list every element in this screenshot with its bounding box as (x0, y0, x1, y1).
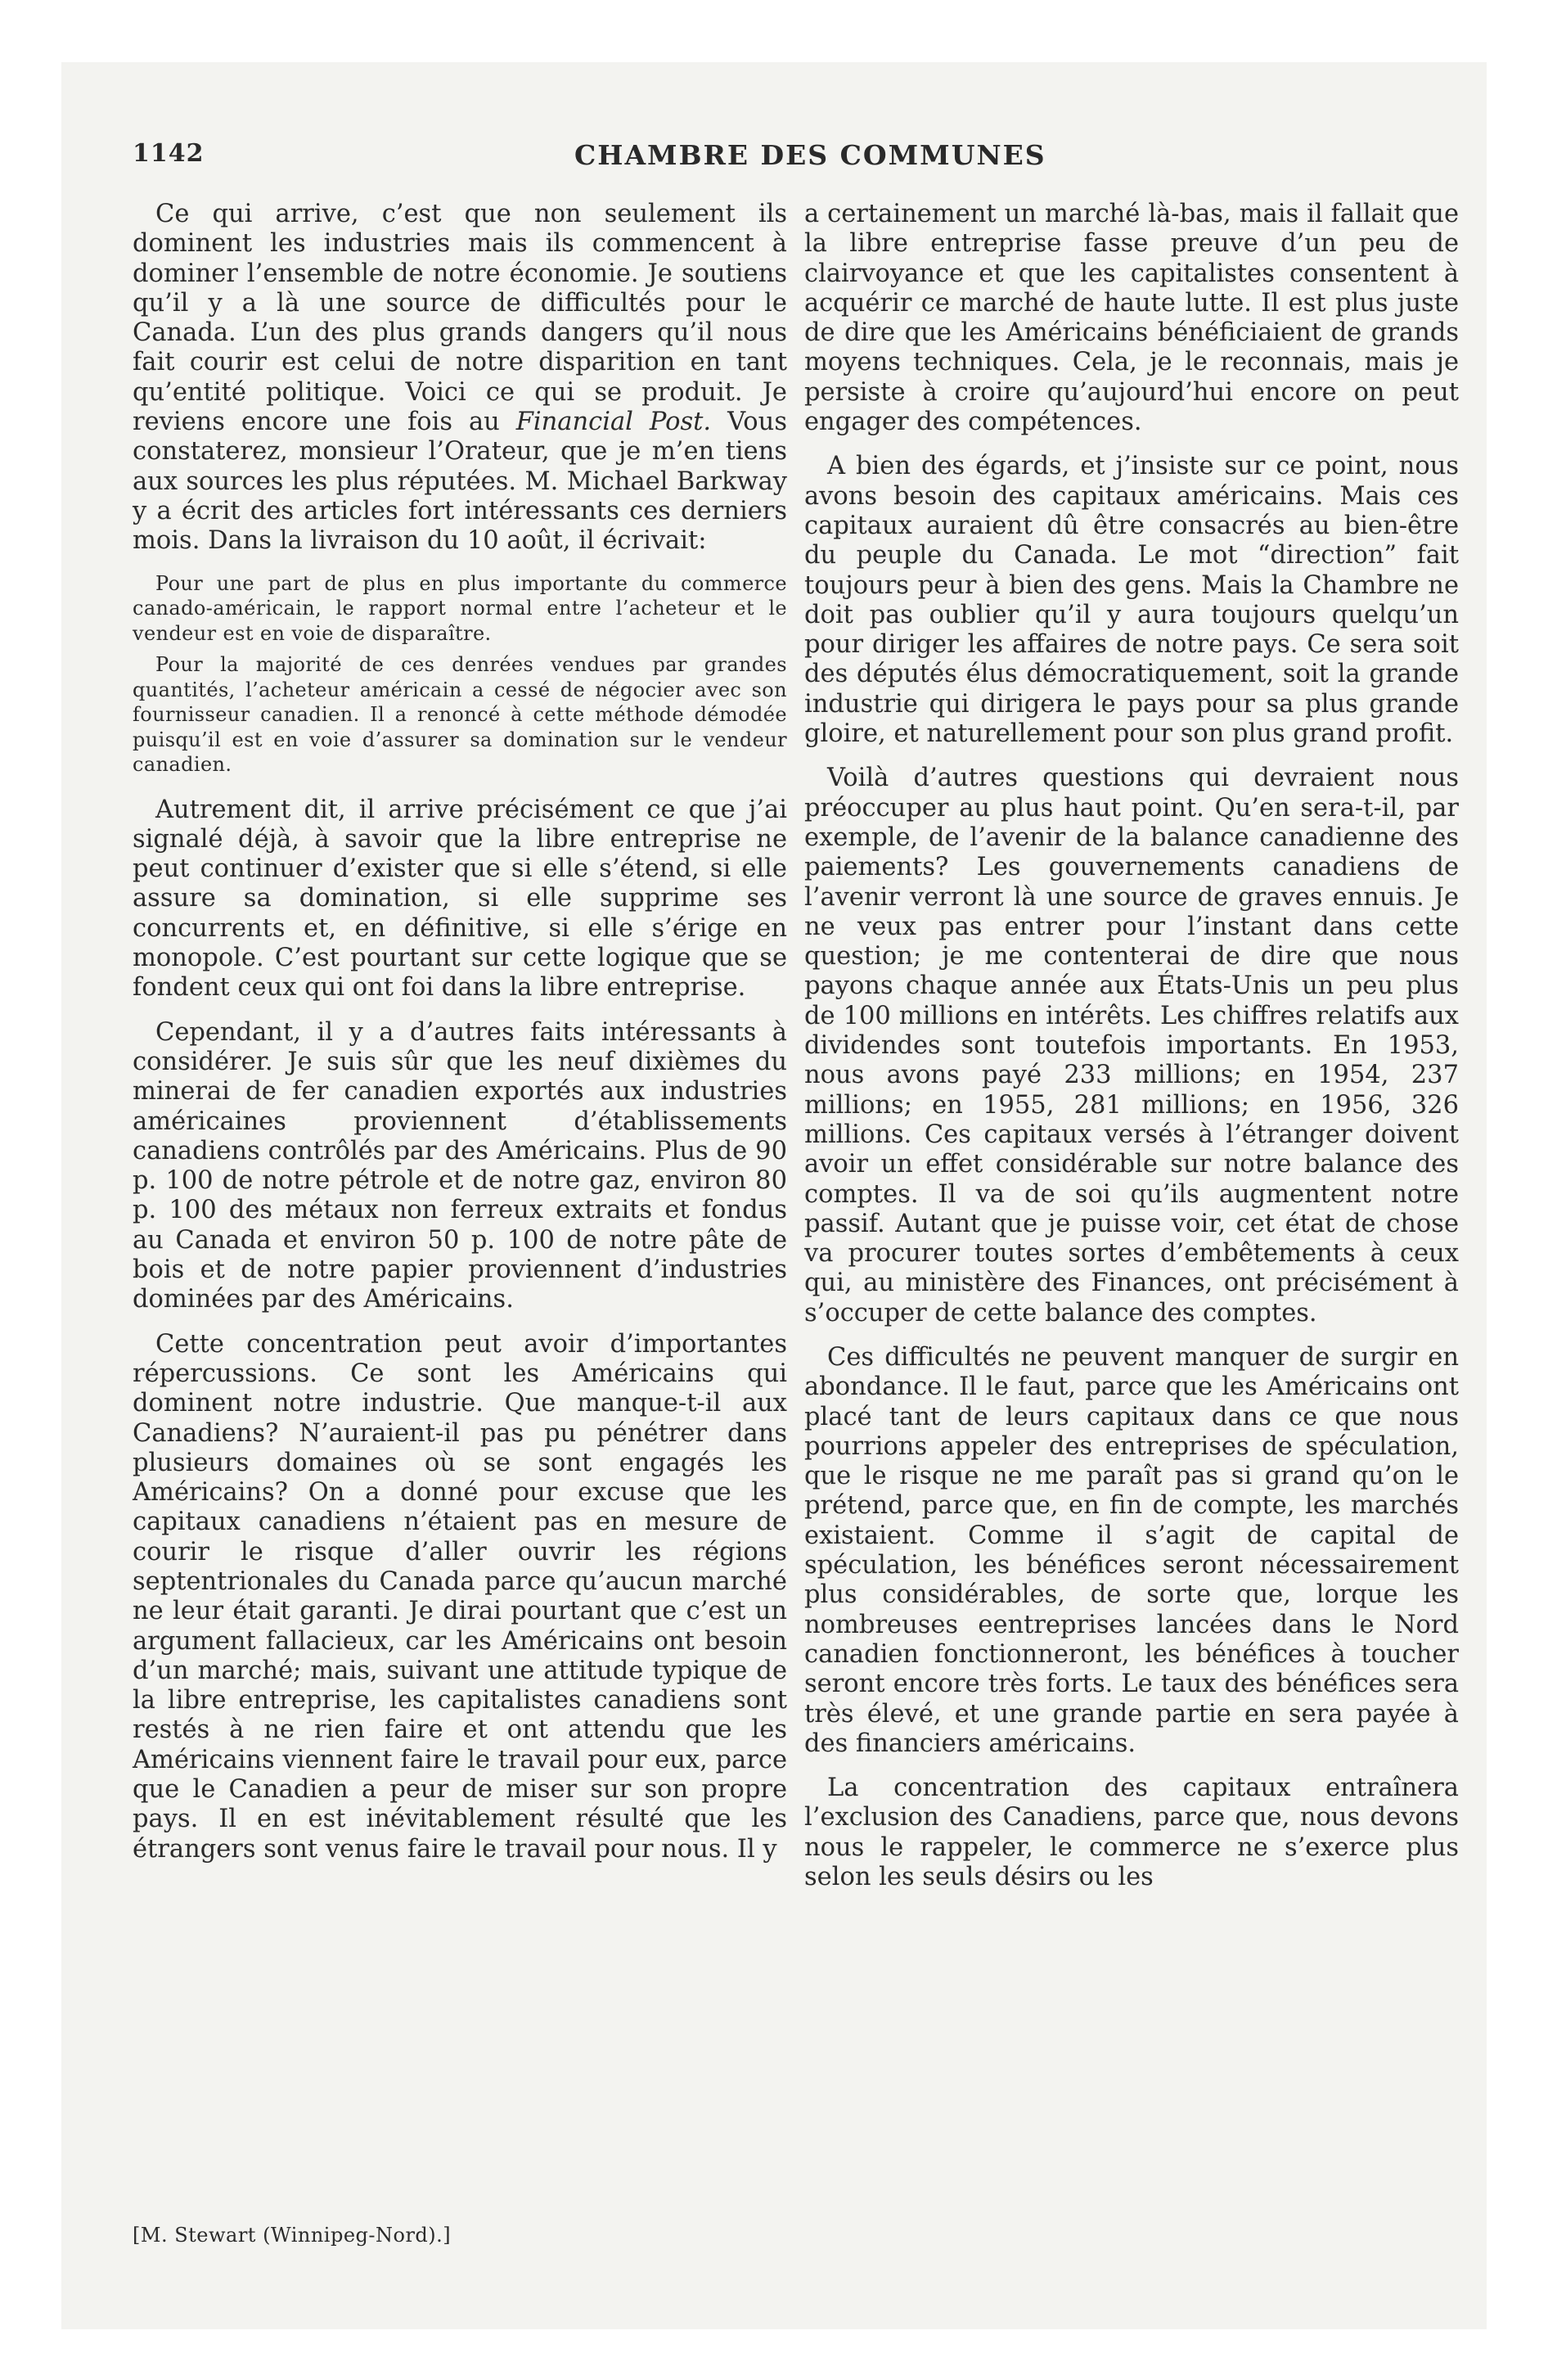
right-column (804, 200, 1459, 1907)
paragraph: Voilà d’autres questions qui devraient nous préoccuper au plus haut point. Qu’en sera-t-il, par exemple, de l’avenir de la balance canadienne des paiements? Les gouvernements canadiens de l’avenir verront là une source de graves ennuis. Je ne veux pas entrer pour l’instant dans cette question; je me contenterai de dire que nous payons chaque année aux États-Unis un peu plus de 100 millions en intérêts. Les chiffres relatifs aux dividendes sont toutefois importants. En 1953, nous avons payé 233 millions; en 1954, 237 millions; en 1955, 281 millions; en 1956, 326 millions. Ces capitaux versés à l’étranger doivent avoir un effet considérable sur notre balance des comptes. Il va de soi qu’ils augmentent notre passif. Autant que je puisse voir, cet état de chose va procurer toutes sortes d’embêtements à ceux qui, au ministère des Finances, ont précisément à s’occuper de cette balance des comptes. (804, 764, 1459, 1327)
page-number: 1142 (133, 139, 205, 168)
paragraph: Ce qui arrive, c’est que non seulement ils dominent les industries mais ils commencent à dominer l’ensemble de notre économie. Je soutiens qu’il y a là une source de difficultés pour le Canada. L’un des plus grands dangers qu’il nous fait courir est celui de notre disparition en tant qu’entité politique. Voici ce qui se produit. Je reviens encore une fois au Financial Post. Vous constaterez, monsieur l’Orateur, que je m’en tiens aux sources les plus réputées. M. Michael Barkway y a écrit des articles fort intéressants ces derniers mois. Dans la livraison du 10 août, il écrivait: (133, 200, 787, 556)
paragraph: Cette concentration peut avoir d’importantes répercussions. Ce sont les Américains qui dominent notre industrie. Que manque-t-il aux Canadiens? N’auraient-il pas pu pénétrer dans plusieurs domaines où se sont engagés les Américains? On a donné pour excuse que les capitaux canadiens n’étaient pas en mesure de courir le risque d’aller ouvrir les régions septentrionales du Canada parce qu’aucun marché ne leur était garanti. Je dirai pourtant que c’est un argument fallacieux, car les Américains ont besoin d’un marché; mais, suivant une attitude typique de la libre entreprise, les capitalistes canadiens sont restés à ne rien faire et ont attendu que les Américains viennent faire le travail pour eux, parce que le Canadien a peur de miser sur son propre pays. Il en est inévitablement résulté que les étrangers sont venus faire le travail pour nous. Il y (133, 1329, 787, 1864)
paragraph: Ces difficultés ne peuvent manquer de surgir en abondance. Il le faut, parce que les Américains ont placé tant de leurs capitaux dans ce que nous pourrions appeler des entreprises de spéculation, que le risque ne me paraît pas si grand qu’on le prétend, parce que, en fin de compte, les marchés existaient. Comme il s’agit de capital de spéculation, les bénéfices seront nécessairement plus considérables, de sorte que, lorque les nombreuses eentreprises lancées dans le Nord canadien fonctionneront, les bénéfices à toucher seront encore très forts. Le taux des bénéfices sera très élevé, et une grande partie en sera payée à des financiers américains. (804, 1342, 1459, 1758)
page-header (133, 139, 1466, 172)
paragraph: A bien des égards, et j’insiste sur ce point, nous avons besoin des capitaux américains. Mais ces capitaux auraient dû être consacrés au bien-être du peuple du Canada. Le mot “direction” fait toujours peur à bien des gens. Mais la Chambre ne doit pas oublier qu’il y aura toujours quelqu’un pour diriger les affaires de notre pays. Ce sera soit des députés élus démocratiquement, soit la grande industrie qui dirigera le pays pour sa plus grande gloire, et naturellement pour son plus grand profit. (804, 452, 1459, 749)
paragraph: Autrement dit, il arrive précisément ce que j’ai signalé déjà, à savoir que la libre entreprise ne peut continuer d’exister que si elle s’étend, si elle assure sa domination, si elle supprime ses concurrents et, en définitive, si elle s’érige en monopole. C’est pourtant sur cette logique que se fondent ceux qui ont foi dans la libre entreprise. (133, 795, 787, 1003)
quote-paragraph: Pour la majorité de ces denrées vendues par grandes quantités, l’acheteur américain a cessé de négocier avec son fournisseur canadien. Il a renoncé à cette méthode démodée puisqu’il est en voie d’assurer sa domination sur le vendeur canadien. (133, 653, 787, 777)
left-column (133, 200, 787, 1879)
speaker-footer: [M. Stewart (Winnipeg-Nord).] (133, 2224, 452, 2247)
publication-title: Financial Post. (515, 408, 712, 437)
block-quote (133, 571, 787, 778)
paragraph: Cependant, il y a d’autres faits intéressants à considérer. Je suis sûr que les neuf dixièmes du minerai de fer canadien exportés aux industries américaines proviennent d’établissements canadiens contrôlés par des Américains. Plus de 90 p. 100 de notre pétrole et de notre gaz, environ 80 p. 100 des métaux non ferreux extraits et fondus au Canada et environ 50 p. 100 de notre pâte de bois et de notre papier proviennent d’industries dominées par des Américains. (133, 1017, 787, 1314)
paragraph: La concentration des capitaux entraînera l’exclusion des Canadiens, parce que, nous devons nous le rappeler, le commerce ne s’exerce plus selon les seuls désirs ou les (804, 1774, 1459, 1892)
paragraph: a certainement un marché là-bas, mais il fallait que la libre entreprise fasse preuve d’un peu de clairvoyance et que les capitalistes consentent à acquérir ce marché de haute lutte. Il est plus juste de dire que les Américains bénéficiaient de grands moyens techniques. Cela, je le reconnais, mais je persiste à croire qu’aujourd’hui encore on peut engager des compétences. (804, 200, 1459, 437)
running-head: CHAMBRE DES COMMUNES (574, 139, 1046, 171)
quote-paragraph: Pour une part de plus en plus importante du commerce canado-américain, le rapport normal entre l’acheteur et le vendeur est en voie de disparaître. (133, 571, 787, 645)
